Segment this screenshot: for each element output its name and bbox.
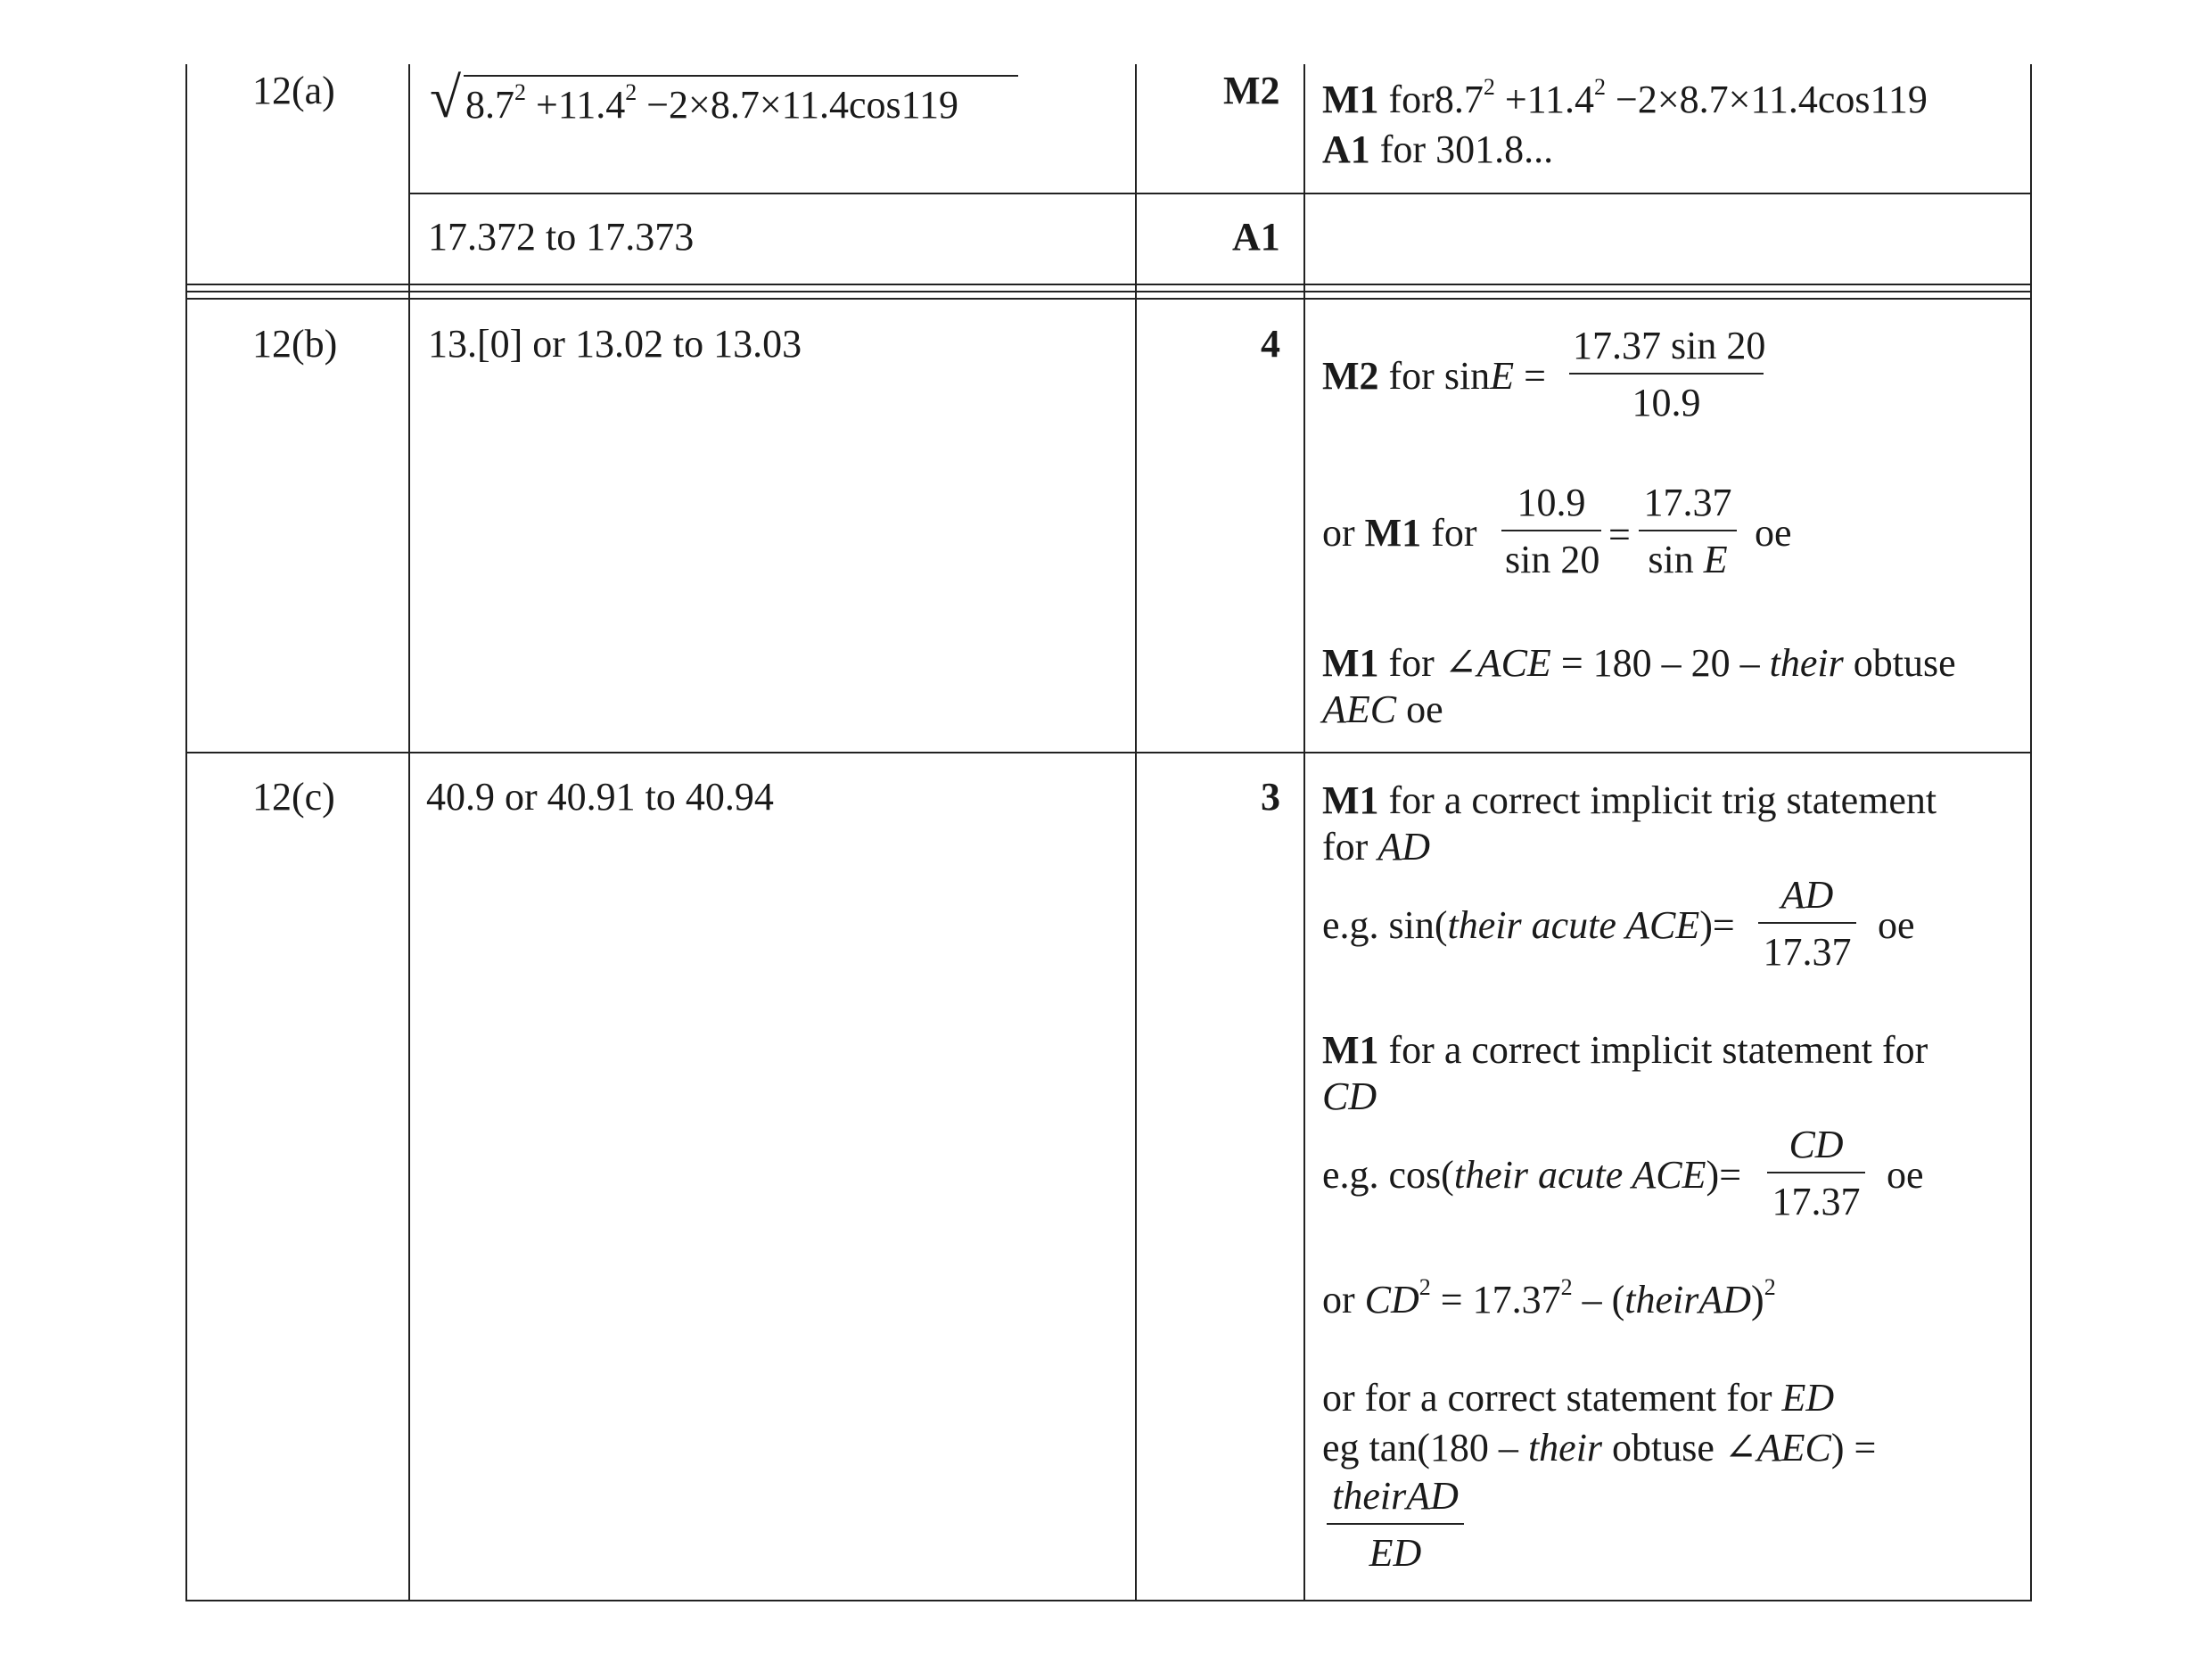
example-sin-ad: e.g. sin(their acute ACE)=: [1322, 903, 1735, 947]
guidance-12b-or-m1: or M1 for: [1322, 511, 1477, 555]
equals-sign: =: [1608, 513, 1631, 556]
guidance-12c-m1-ad-line2: for AD: [1322, 825, 1430, 869]
question-label-12c: 12(c): [252, 775, 335, 819]
fraction-cd: CD 17.37: [1767, 1122, 1865, 1225]
oe-12b: oe: [1755, 511, 1792, 555]
section-double-rule-1: [185, 291, 2032, 292]
row-a-bottom-border: [185, 284, 2032, 285]
table-border-left-top: [185, 64, 187, 296]
guidance-12a-line1: M1 $for8.7^2 +11.4^2 -2\times 8.7\times 11.4\cos 119$: [1322, 74, 1928, 121]
column-divider-answer: [1135, 64, 1137, 1601]
mark-12c: 3: [1261, 775, 1280, 819]
answer-12a-final: 17.372 to 17.373: [428, 215, 695, 259]
guidance-12b-m1-angle-line2: AEC oe: [1322, 687, 1443, 731]
question-label-12b: 12(b): [252, 322, 338, 366]
table-border-right: [2030, 64, 2032, 1601]
example-cos-cd: e.g. cos(their acute ACE)=: [1322, 1153, 1742, 1197]
row-b-bottom-border: [185, 752, 2032, 753]
guidance-12c-m1-ad: M1 for a correct implicit trig statement: [1322, 778, 1937, 822]
mark-a1: A1: [1232, 215, 1280, 259]
guidance-12c-m1-cd: M1 for a correct implicit statement for: [1322, 1028, 1928, 1072]
guidance-12b-m2: M2 for sinE =: [1322, 354, 1546, 398]
table-border-left: [185, 284, 187, 1601]
fraction-their-ad-over-ed: theirAD ED: [1327, 1473, 1464, 1577]
table-bottom-border: [185, 1600, 2032, 1601]
guidance-12a-line2: A1 for 301.8...: [1322, 128, 1554, 171]
sqrt-symbol: √: [430, 66, 462, 129]
mark-12b: 4: [1261, 322, 1280, 366]
sqrt-radicand: $8.7^2 +11.4^2 -2\times 8.7\times 11.4\cos 119$: [465, 79, 959, 127]
guidance-12c-or-ed: or for a correct statement for ED: [1322, 1376, 1835, 1420]
fraction-sine-rule-right: 17.37 sin E: [1639, 480, 1737, 583]
fraction-sine-rule-left: 10.9 sin 20: [1501, 480, 1601, 583]
row-a-inner-divider: [408, 193, 2032, 194]
fraction-ad: AD 17.37: [1758, 872, 1856, 976]
fraction-sinE: 17.37 sin 20 10.9: [1569, 323, 1764, 426]
sqrt-vinculum: [464, 75, 1018, 77]
oe-sin: oe: [1878, 903, 1915, 947]
section-double-rule-2: [185, 298, 2032, 300]
column-divider-question: [408, 64, 410, 1601]
guidance-12b-m1-angle: M1 for ∠ACE = 180 – 20 – their obtuse: [1322, 641, 1956, 685]
answer-12b: 13.[0] or 13.02 to 13.03: [428, 322, 802, 366]
column-divider-marks: [1303, 64, 1305, 1601]
guidance-12c-or-cd-squared: or $CD^2 = 17.37^2$ – (theirAD)$^2$: [1322, 1274, 1776, 1321]
mark-m2: M2: [1223, 69, 1280, 112]
answer-12c: 40.9 or 40.91 to 40.94: [426, 775, 774, 819]
guidance-12c-tan-example: eg tan(180 – their obtuse ∠AEC) =: [1322, 1426, 1877, 1470]
guidance-12c-m1-cd-line2: CD: [1322, 1074, 1377, 1118]
question-label-12a: 12(a): [252, 69, 335, 112]
oe-cos: oe: [1887, 1153, 1924, 1197]
